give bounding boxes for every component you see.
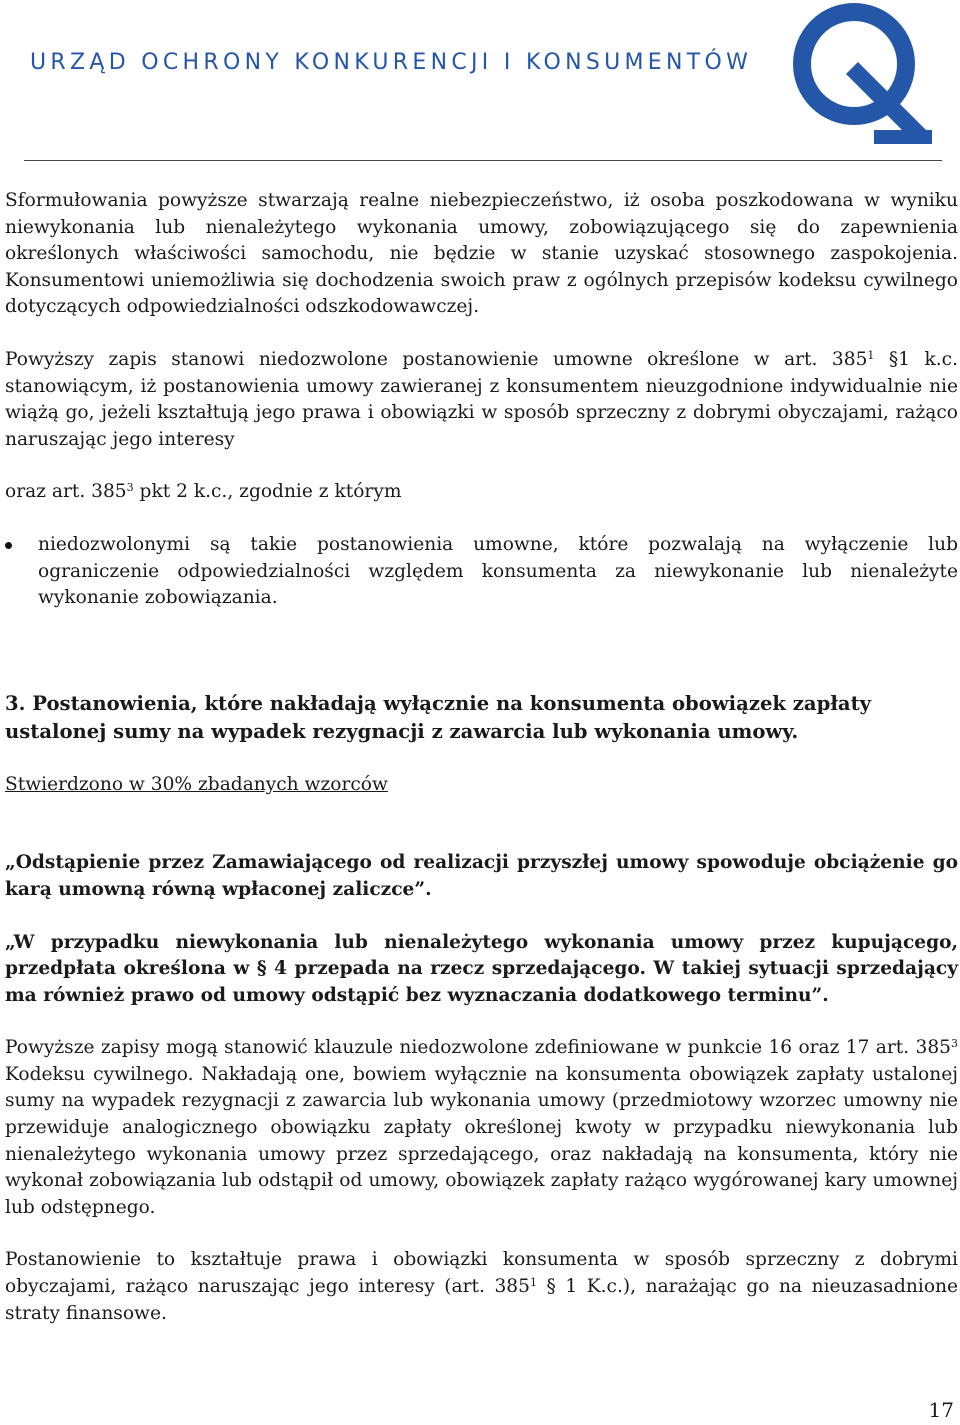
bullet-icon (5, 542, 12, 549)
paragraph-intro: Sformułowania powyższe stwarzają realne niebezpieczeństwo, iż osoba poszkodowana w wyniku niewykonania lub nienależytego wykonania umowy, zobowiązującego się do zapewnienia określonych właściwości samochodu, nie będzie w stanie uzyskać stosownego zaspokojenia. Konsumentowi uniemożliwia się dochodzenia swoich praw z ogólnych przepisów kodeksu cywilnego dotyczących odpowiedzialności odszkodowawczej. (5, 190, 958, 318)
document-body (5, 188, 958, 1327)
paragraph-analysis: Powyższe zapisy mogą stanowić klauzule niedozwolone zdefiniowane w punkcie 16 oraz 17 art. $385^3$ Kodeksu cywilnego. Nakładają one, bowiem wyłącznie na konsumenta obowiązek zapłaty ustalonej sumy na wypadek rezygnacji z zawarcia lub wykonania umowy (przedmiotowy wzorzec umowny nie przewiduje analogicznego obowiązku zapłaty określonej kwoty w przypadku niewykonania lub nienależytego wykonania umowy przez sprzedającego, oraz nakładają na konsumenta, który nie wykonał zobowiązania lub odstąpił od umowy, obowiązek zapłaty rażąco wygórowanej kary umownej lub odstępnego. (5, 1037, 958, 1218)
section-heading-3: 3. Postanowienia, które nakładają wyłącznie na konsumenta obowiązek zapłaty ustalonej sumy na wypadek rezygnacji z zawarcia lub wykonania umowy. (5, 691, 871, 743)
list-item-text: niedozwolonymi są takie postanowienia umowne, które pozwalają na wyłączenie lub ograniczenie odpowiedzialności względem konsumenta za niewykonanie lub nienależyte wykonanie zobowiązania. (38, 533, 958, 609)
paragraph-conclusion: Postanowienie to kształtuje prawa i obowiązki konsumenta w sposób sprzeczny z dobrymi obyczajami, rażąco naruszając jego interesy (art. $385^1$ § 1 K.c.), narażając go na nieuzasadnione straty finansowe. (5, 1249, 958, 1324)
office-name: URZĄD OCHRONY KONKURENCJI I KONSUMENTÓW (30, 50, 753, 75)
header-divider (24, 160, 942, 161)
quoted-clause-1: „Odstąpienie przez Zamawiającego od realizacji przyszłej umowy spowoduje obciążenie go karą umowną równą wpłaconej zaliczce”. (5, 852, 958, 900)
paragraph-article-385-1: Powyższy zapis stanowi niedozwolone postanowienie umowne określone w art. $385^1$ §1 k.c. stanowiącym, iż postanowienia umowy zawieranej z konsumentem nieuzgodnione indywidualnie nie wiążą go, jeżeli kształtują jego prawa i obowiązki w sposób sprzeczny z dobrymi obyczajami, rażąco naruszając jego interesy (5, 348, 958, 450)
finding-note: Stwierdzono w 30% zbadanych wzorców (5, 773, 388, 795)
uokik-logo-icon (788, 2, 938, 146)
list-item (5, 532, 958, 612)
page-number: 17 (928, 1398, 954, 1422)
quoted-clause-2: „W przypadku niewykonania lub nienależytego wykonania umowy przez kupującego, przedpłata określona w § 4 przepada na rzecz sprzedającego. W takiej sytuacji sprzedający ma również prawo od umowy odstąpić bez wyznaczania dodatkowego terminu”. (5, 931, 958, 1006)
paragraph-article-385-3: oraz art. $385^3$ pkt 2 k.c., zgodnie z którym (5, 481, 402, 503)
